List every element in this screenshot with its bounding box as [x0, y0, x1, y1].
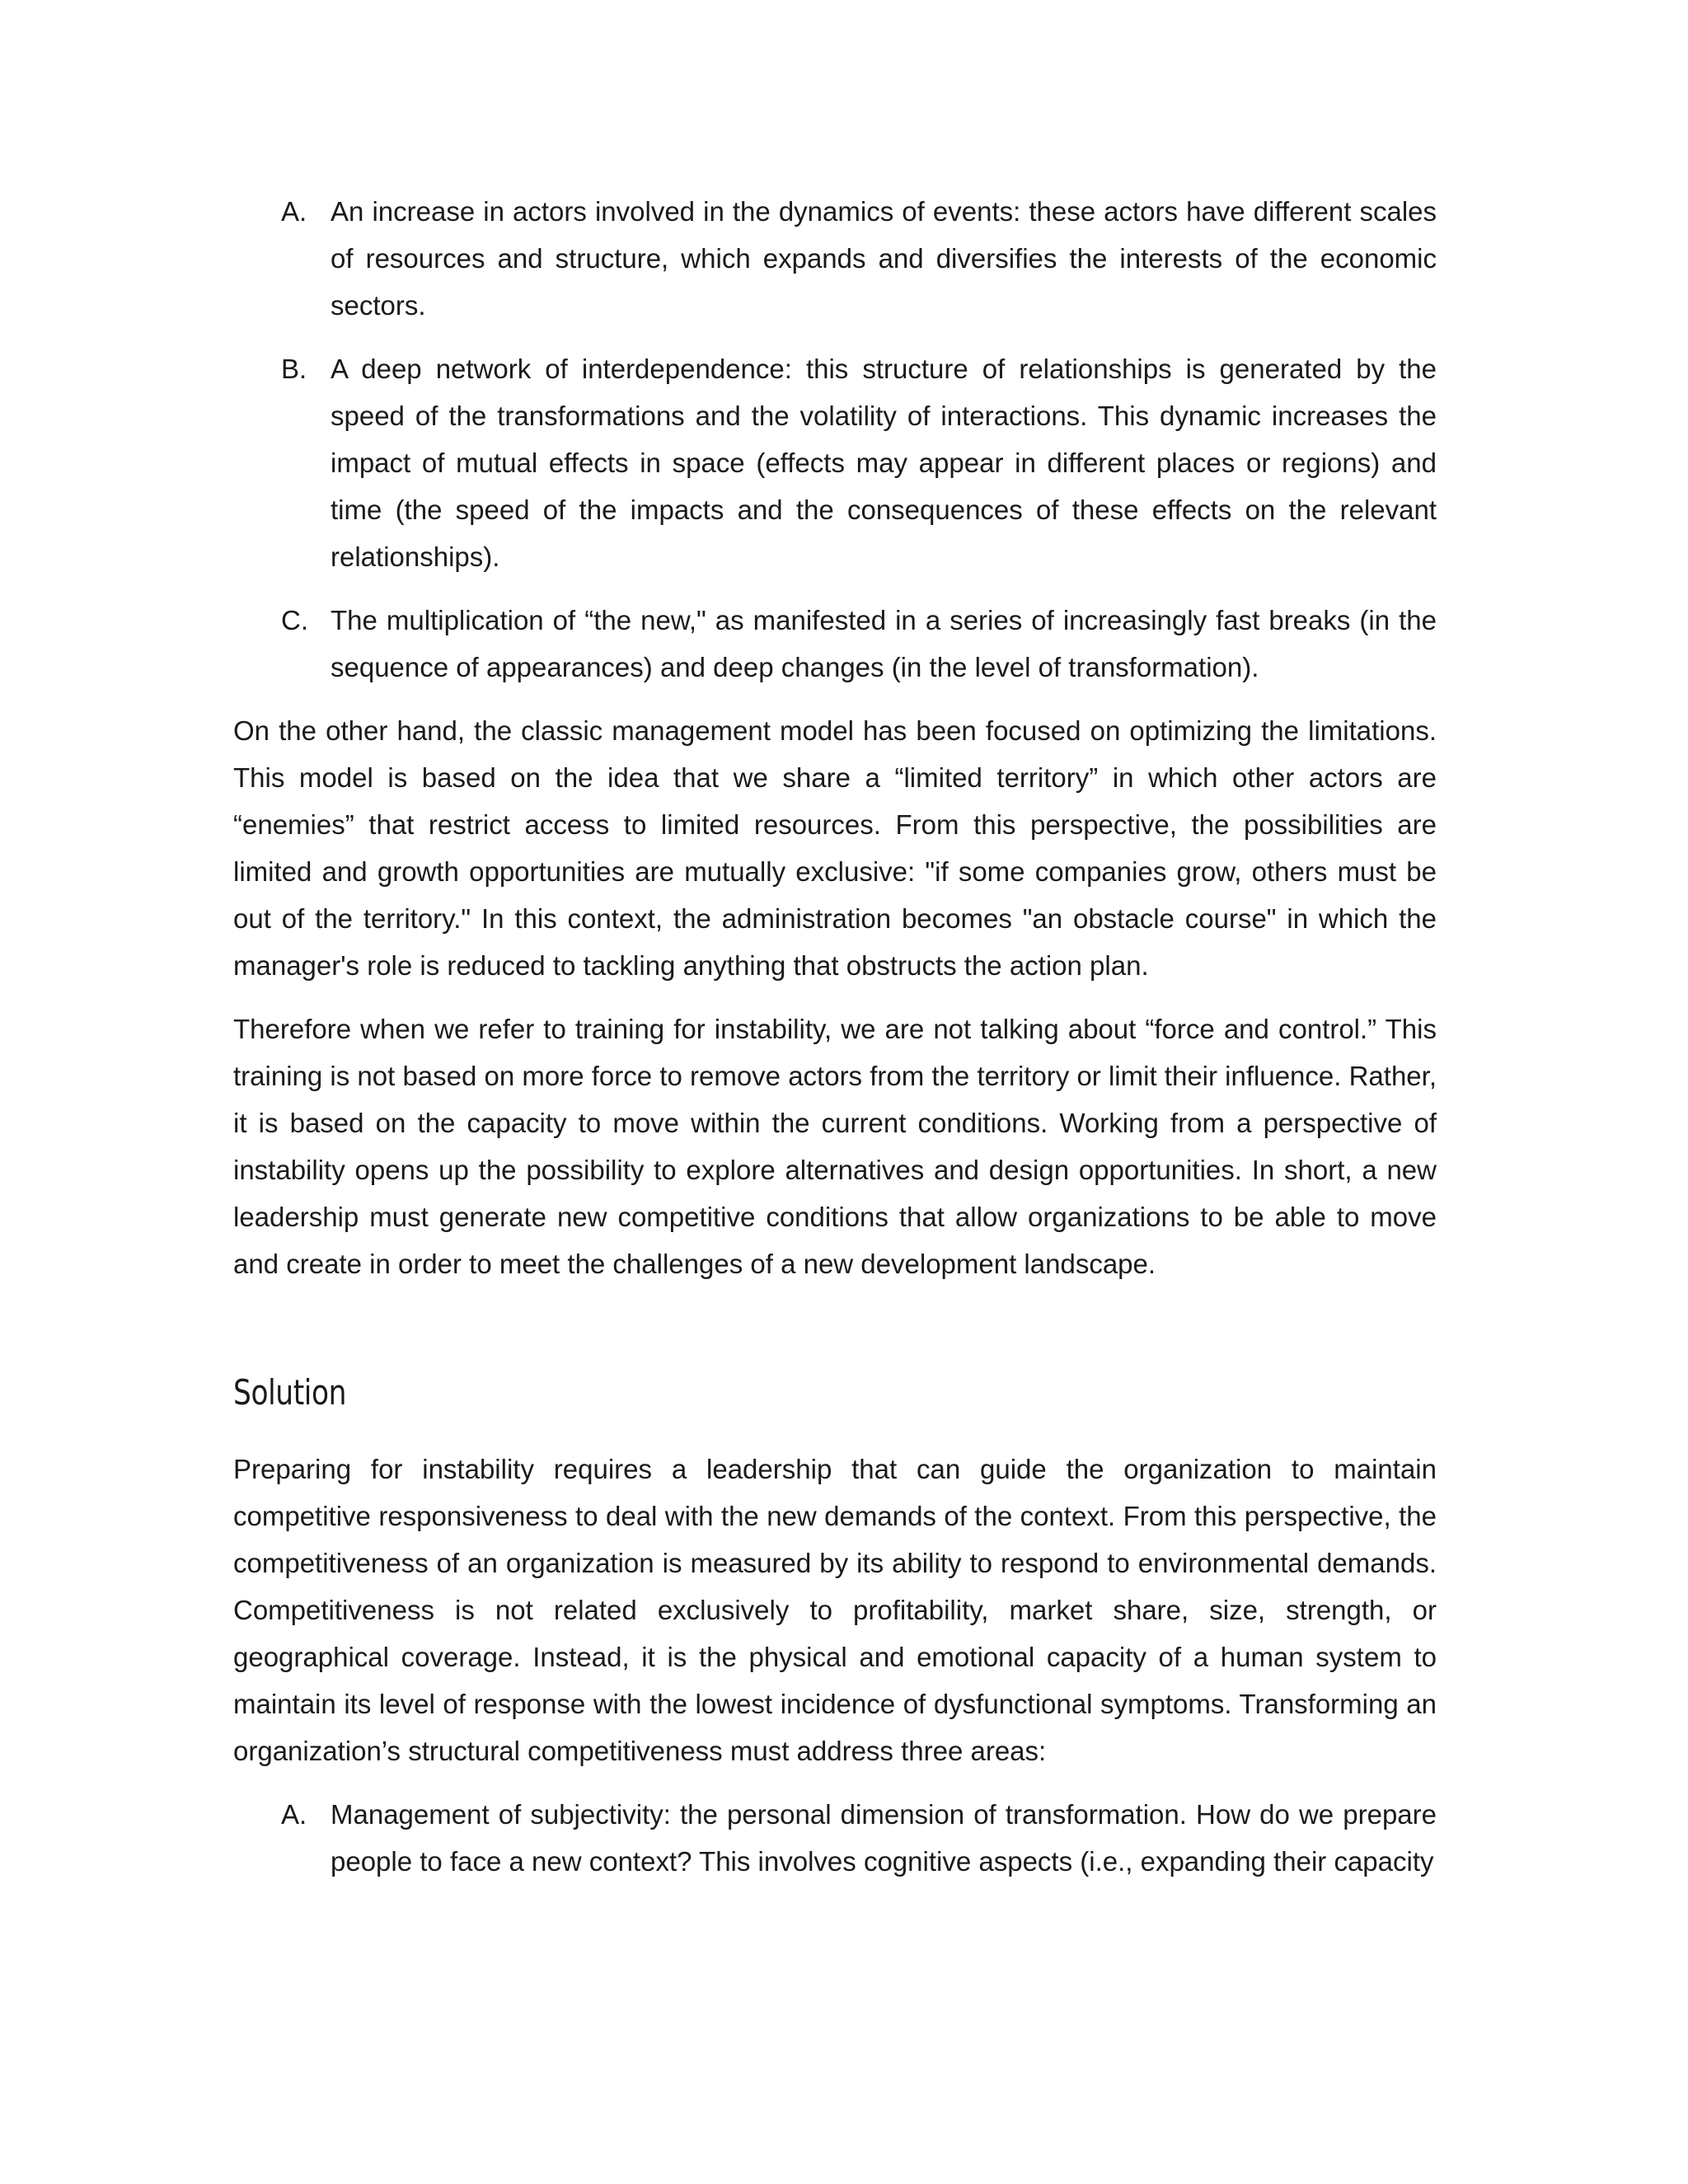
list-item-c [233, 597, 1437, 691]
list-item-b [233, 345, 1437, 580]
document-page [233, 188, 1437, 1901]
section-paragraph: Preparing for instability requires a leadership that can guide the organization to maintain competitive responsiveness to deal with the new demands of the context. From this perspective, the competitiveness of an organization is measured by its ability to respond to environmental demands. Competitiveness is not related exclusively to profitability, market share, size, strength, or geographical coverage. Instead, it is the physical and emotional capacity of a human system to maintain its level of response with the lowest incidence of dysfunctional symptoms. Transforming an organization’s structural competitiveness must address three areas: [233, 1454, 1437, 1766]
areas-list [233, 1791, 1437, 1885]
list-item-text: The multiplication of “the new," as manifested in a series of increasingly fast breaks (in the sequence of appearances) and deep changes (in the level of transformation). [331, 605, 1437, 682]
body-paragraph: Therefore when we refer to training for instability, we are not talking about “force and control.” This training is not based on more force to remove actors from the territory or limit their influence. Rather, it is based on the capacity to move within the current conditions. Working from a perspective of instability opens up the possibility to explore alternatives and design opportunities. In short, a new leadership must generate new competitive conditions that allow organizations to be able to move and create in order to meet the challenges of a new development landscape. [233, 1014, 1437, 1279]
section-heading: Solution [233, 1372, 347, 1413]
body-paragraph: On the other hand, the classic management model has been focused on optimizing the limitations. This model is based on the idea that we share a “limited territory” in which other actors are “enemies” that restrict access to limited resources. From this perspective, the possibilities are limited and growth opportunities are mutually exclusive: "if some companies grow, others must be out of the territory." In this context, the administration becomes "an obstacle course" in which the manager's role is reduced to tackling anything that obstructs the action plan. [233, 715, 1437, 981]
list-item-text: An increase in actors involved in the dynamics of events: these actors have different scales of resources and structure, which expands and diversifies the interests of the economic sectors. [331, 196, 1437, 321]
list-marker: B. [281, 354, 307, 384]
list-item-a [233, 1791, 1437, 1885]
list-marker: C. [281, 605, 308, 635]
factor-list [233, 188, 1437, 691]
list-item-text: A deep network of interdependence: this structure of relationships is generated by the speed of the transformations and the volatility of interactions. This dynamic increases the impact of mutual effects in space (effects may appear in different places or regions) and time (the speed of the impacts and the consequences of these effects on the relevant relationships). [331, 354, 1437, 572]
list-marker: A. [281, 1799, 307, 1830]
list-item-a [233, 188, 1437, 329]
list-item-text: Management of subjectivity: the personal dimension of transformation. How do we prepare people to face a new context? This involves cognitive aspects (i.e., expanding their capacity [331, 1799, 1437, 1877]
list-marker: A. [281, 196, 307, 227]
